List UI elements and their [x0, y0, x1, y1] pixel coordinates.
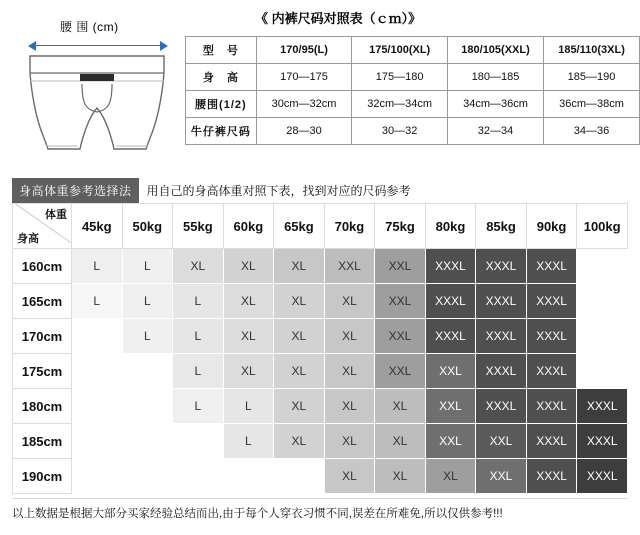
matrix-size-cell: XXL	[476, 459, 527, 494]
matrix-size-cell	[72, 354, 123, 389]
cell: 34cm—36cm	[447, 91, 543, 118]
matrix-size-cell: XXXL	[476, 319, 527, 354]
matrix-size-cell	[577, 284, 628, 319]
table-row	[186, 91, 640, 118]
matrix-size-cell: XL	[274, 424, 325, 459]
matrix-size-cell: XL	[324, 319, 375, 354]
matrix-size-cell	[122, 389, 173, 424]
cell: 34—36	[544, 118, 640, 145]
matrix-size-cell	[122, 354, 173, 389]
matrix-size-cell: XXL	[375, 284, 426, 319]
matrix-weight-header: 65kg	[274, 204, 325, 249]
cell: 32cm—34cm	[352, 91, 448, 118]
matrix-size-cell: XL	[274, 354, 325, 389]
matrix-size-cell: L	[223, 389, 274, 424]
matrix-size-cell: XXXL	[425, 249, 476, 284]
matrix-size-cell: XXXL	[526, 249, 577, 284]
matrix-size-cell: L	[223, 424, 274, 459]
matrix-size-cell	[72, 459, 123, 494]
matrix-size-cell: L	[122, 249, 173, 284]
matrix-row	[13, 354, 628, 389]
matrix-weight-header: 70kg	[324, 204, 375, 249]
matrix-row	[13, 424, 628, 459]
matrix-size-cell: XXL	[324, 249, 375, 284]
matrix-size-cell: L	[173, 354, 224, 389]
matrix-size-cell: XXXL	[476, 389, 527, 424]
matrix-size-cell: XL	[223, 354, 274, 389]
matrix-size-cell: L	[122, 284, 173, 319]
table-row	[186, 118, 640, 145]
matrix-height-header: 160cm	[13, 249, 72, 284]
matrix-row	[13, 389, 628, 424]
matrix-size-cell	[577, 249, 628, 284]
matrix-row	[13, 319, 628, 354]
matrix-corner-cell	[13, 204, 72, 249]
matrix-size-cell: XXXL	[577, 459, 628, 494]
matrix-size-cell: XL	[274, 319, 325, 354]
matrix-weight-header: 50kg	[122, 204, 173, 249]
matrix-size-cell: XXXL	[425, 319, 476, 354]
matrix-height-header: 190cm	[13, 459, 72, 494]
matrix-size-cell	[173, 424, 224, 459]
hint-badge: 身高体重参考选择法	[12, 178, 139, 203]
footer-note: 以上数据是根据大部分买家经验总结而出,由于每个人穿衣习惯不同,误差在所难免,所以仅供参考!!!	[12, 508, 503, 520]
matrix-size-cell: XL	[223, 284, 274, 319]
corner-height-label: 身高	[17, 233, 39, 245]
table-row	[186, 37, 640, 64]
matrix-size-cell: XL	[173, 249, 224, 284]
row-label: 身 高	[186, 64, 257, 91]
matrix-size-cell: XXL	[476, 424, 527, 459]
matrix-height-header: 175cm	[13, 354, 72, 389]
matrix-row	[13, 459, 628, 494]
row-label: 腰围(1/2)	[186, 91, 257, 118]
matrix-size-cell	[577, 319, 628, 354]
matrix-size-cell: XL	[324, 389, 375, 424]
matrix-size-cell	[72, 319, 123, 354]
size-chart-title: 《 内裤尺码对照表（ｃｍ）》	[255, 11, 422, 26]
matrix-size-cell	[173, 459, 224, 494]
matrix-size-cell: XL	[375, 389, 426, 424]
divider	[12, 498, 628, 499]
matrix-size-cell	[122, 459, 173, 494]
matrix-size-cell: XL	[324, 354, 375, 389]
matrix-size-cell: L	[173, 319, 224, 354]
matrix-size-cell	[577, 354, 628, 389]
matrix-size-cell: XXXL	[577, 389, 628, 424]
cell: 36cm—38cm	[544, 91, 640, 118]
matrix-size-cell: L	[122, 319, 173, 354]
matrix-size-cell: XXXL	[476, 249, 527, 284]
matrix-size-cell: XL	[223, 249, 274, 284]
matrix-size-cell: XXXL	[526, 459, 577, 494]
matrix-weight-header: 45kg	[72, 204, 123, 249]
matrix-height-header: 165cm	[13, 284, 72, 319]
matrix-row	[13, 284, 628, 319]
cell: 175/100(XL)	[352, 37, 448, 64]
matrix-size-cell: XXXL	[526, 354, 577, 389]
matrix-size-cell: XXXL	[526, 424, 577, 459]
matrix-weight-header: 55kg	[173, 204, 224, 249]
table-row	[186, 64, 640, 91]
boxer-briefs-illustration	[22, 50, 172, 155]
corner-weight-label: 体重	[45, 209, 67, 221]
cell: 170—175	[256, 64, 352, 91]
matrix-size-cell	[223, 459, 274, 494]
row-label: 型 号	[186, 37, 257, 64]
matrix-size-cell: XL	[274, 249, 325, 284]
matrix-size-cell: XL	[324, 424, 375, 459]
matrix-size-cell: XL	[425, 459, 476, 494]
matrix-size-cell: XXL	[425, 354, 476, 389]
cell: 185/110(3XL)	[544, 37, 640, 64]
hint-text: 用自己的身高体重对照下表，找到对应的尺码参考	[146, 184, 411, 198]
matrix-weight-header: 90kg	[526, 204, 577, 249]
matrix-header-row	[13, 204, 628, 249]
matrix-size-cell: XXL	[425, 424, 476, 459]
selection-hint	[12, 178, 411, 203]
matrix-size-cell: XL	[274, 284, 325, 319]
row-label: 牛仔裤尺码	[186, 118, 257, 145]
matrix-size-cell: XL	[274, 389, 325, 424]
matrix-size-cell	[122, 424, 173, 459]
matrix-size-cell: XXXL	[526, 319, 577, 354]
matrix-size-cell: XXXL	[526, 389, 577, 424]
waist-measure-label: 腰 围 (cm)	[60, 20, 119, 34]
matrix-size-cell	[72, 389, 123, 424]
matrix-weight-header: 80kg	[425, 204, 476, 249]
cell: 32—34	[447, 118, 543, 145]
matrix-size-cell: XL	[375, 424, 426, 459]
cell: 30—32	[352, 118, 448, 145]
matrix-size-cell: XXL	[375, 319, 426, 354]
matrix-size-cell: XL	[324, 284, 375, 319]
cell: 180/105(XXL)	[447, 37, 543, 64]
matrix-size-cell: XXXL	[526, 284, 577, 319]
cell: 185—190	[544, 64, 640, 91]
matrix-size-cell: XXL	[375, 249, 426, 284]
matrix-size-cell: XXL	[425, 389, 476, 424]
matrix-weight-header: 100kg	[577, 204, 628, 249]
height-weight-size-matrix	[12, 203, 628, 494]
matrix-weight-header: 75kg	[375, 204, 426, 249]
matrix-size-cell: XXXL	[425, 284, 476, 319]
cell: 30cm—32cm	[256, 91, 352, 118]
matrix-size-cell: L	[173, 389, 224, 424]
cell: 175—180	[352, 64, 448, 91]
cell: 28—30	[256, 118, 352, 145]
matrix-size-cell: L	[173, 284, 224, 319]
matrix-size-cell: XL	[223, 319, 274, 354]
matrix-height-header: 180cm	[13, 389, 72, 424]
matrix-height-header: 170cm	[13, 319, 72, 354]
matrix-row	[13, 249, 628, 284]
matrix-size-cell: XXXL	[476, 284, 527, 319]
matrix-size-cell: XL	[324, 459, 375, 494]
matrix-size-cell: XXXL	[476, 354, 527, 389]
matrix-size-cell: XXXL	[577, 424, 628, 459]
matrix-height-header: 185cm	[13, 424, 72, 459]
matrix-size-cell	[274, 459, 325, 494]
top-section	[0, 0, 640, 165]
cell: 180—185	[447, 64, 543, 91]
matrix-size-cell: L	[72, 249, 123, 284]
matrix-size-cell	[72, 424, 123, 459]
matrix-weight-header: 60kg	[223, 204, 274, 249]
matrix-size-cell: XXL	[375, 354, 426, 389]
matrix-size-cell: L	[72, 284, 123, 319]
matrix-size-cell: XL	[375, 459, 426, 494]
matrix-weight-header: 85kg	[476, 204, 527, 249]
model-size-table	[185, 36, 640, 145]
cell: 170/95(L)	[256, 37, 352, 64]
